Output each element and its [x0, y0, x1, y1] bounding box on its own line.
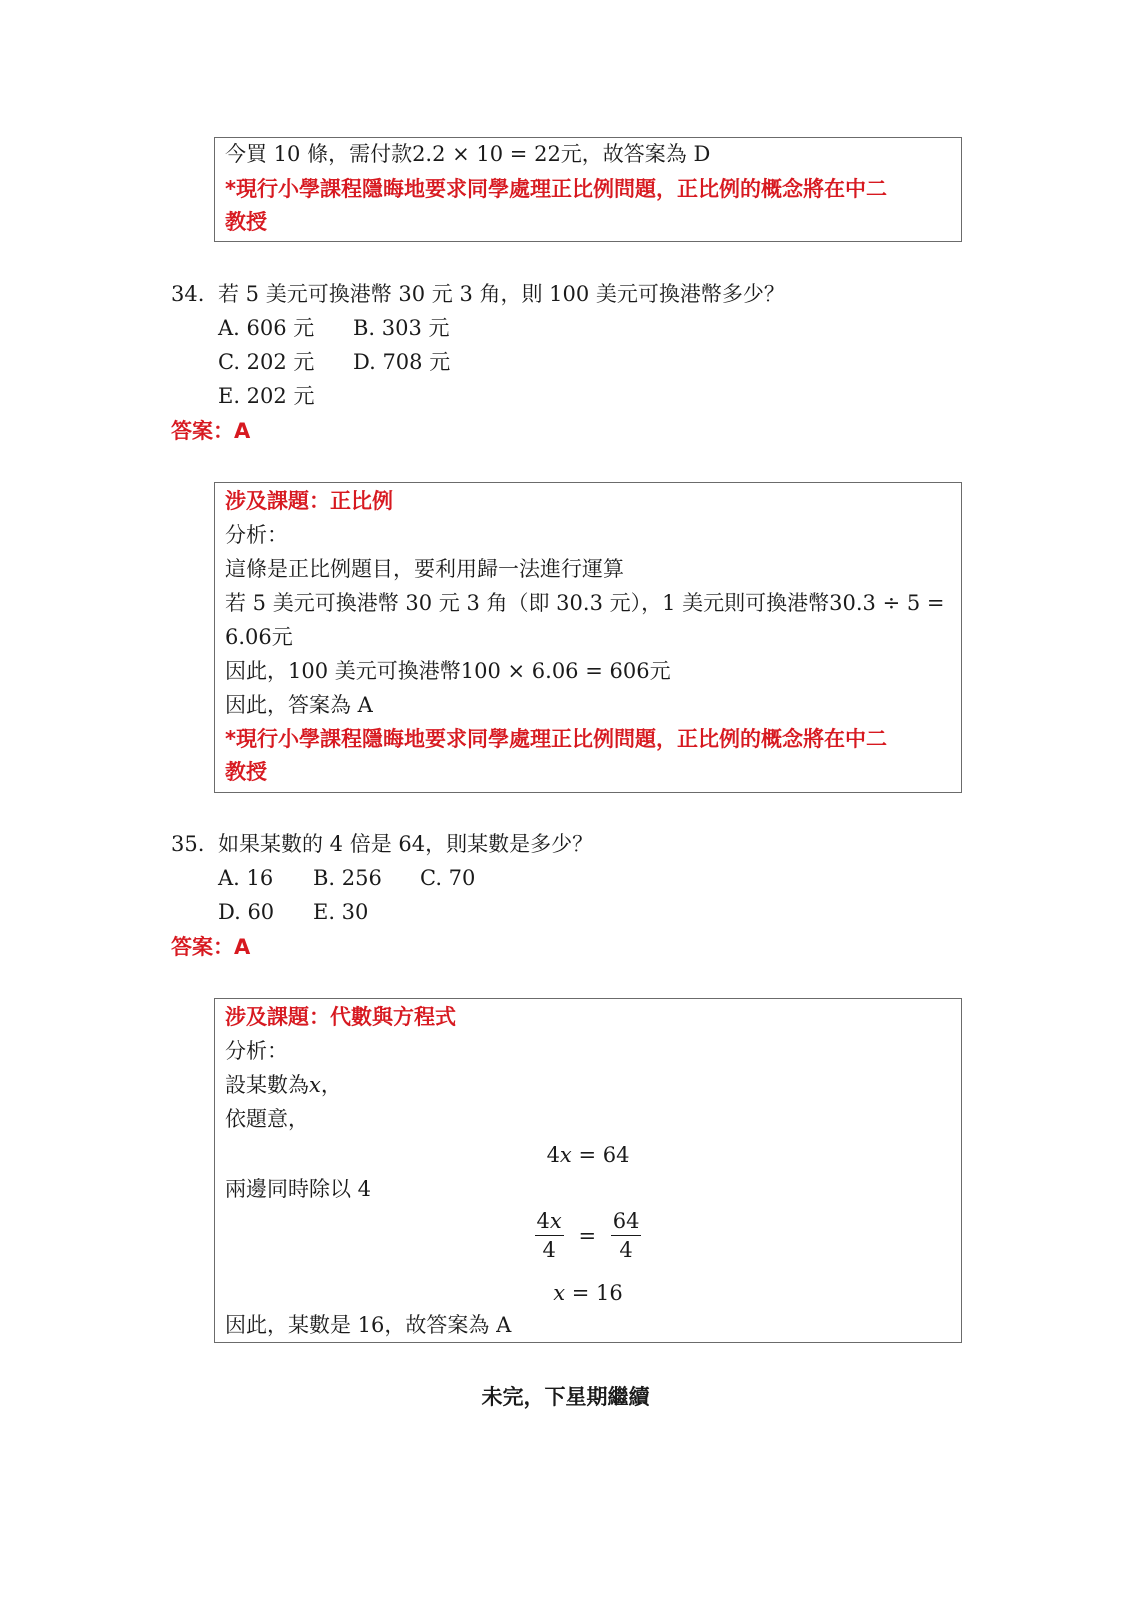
analysis-label: 分析： — [225, 1039, 288, 1063]
analysis-line: 設某數為𝑥， — [225, 1073, 342, 1097]
box-text-line: 今買 10 條，需付款2.2 × 10 = 22元，故答案為 D — [225, 142, 711, 166]
analysis-line: 若 5 美元可換港幣 30 元 3 角（即 30.3 元），1 美元則可換港幣30.3 ÷ 5 = — [225, 591, 945, 615]
continued-footer: 未完，下星期繼續 — [481, 1385, 650, 1409]
analysis-line: 依題意， — [225, 1107, 309, 1131]
curriculum-note: *現行小學課程隱晦地要求同學處理正比例問題，正比例的概念將在中二 — [225, 727, 887, 751]
analysis-box-q34 — [214, 482, 962, 793]
curriculum-note-cont: 教授 — [225, 760, 267, 784]
answer-label: 答案：A — [171, 419, 251, 443]
fraction-numerator: 64 — [611, 1211, 642, 1236]
option-b: B. 256 — [313, 866, 382, 890]
curriculum-note-cont: 教授 — [225, 210, 267, 234]
analysis-line: 因此，答案為 A — [225, 693, 373, 717]
fraction-left — [535, 1211, 564, 1261]
equals-sign: = — [578, 1223, 597, 1248]
question-number: 35. — [171, 832, 205, 856]
equation: 4𝑥 = 64 — [546, 1143, 630, 1167]
option-c: C. 70 — [420, 866, 476, 890]
analysis-line: 這條是正比例題目，要利用歸一法進行運算 — [225, 557, 624, 581]
option-e: E. 202 元 — [218, 384, 315, 408]
equation: 𝑥 = 16 — [553, 1281, 623, 1305]
analysis-label: 分析： — [225, 523, 288, 547]
topic-heading: 涉及課題：代數與方程式 — [225, 1005, 456, 1029]
fraction-denominator: 4 — [619, 1238, 633, 1262]
topic-heading: 涉及課題：正比例 — [225, 489, 393, 513]
analysis-line: 兩邊同時除以 4 — [225, 1177, 372, 1201]
option-a: A. 16 — [218, 866, 274, 890]
option-d: D. 60 — [218, 900, 275, 924]
analysis-line: 因此，某數是 16，故答案為 A — [225, 1313, 512, 1337]
answer-label: 答案：A — [171, 935, 251, 959]
fraction-numerator: 4𝑥 — [535, 1211, 564, 1236]
question-number: 34. — [171, 282, 205, 306]
fraction-equation — [215, 1211, 961, 1261]
analysis-line: 因此，100 美元可換港幣100 × 6.06 = 606元 — [225, 659, 671, 683]
option-a: A. 606 元 — [218, 316, 315, 340]
analysis-line: 6.06元 — [225, 625, 293, 649]
option-c: C. 202 元 — [218, 350, 315, 374]
curriculum-note: *現行小學課程隱晦地要求同學處理正比例問題，正比例的概念將在中二 — [225, 177, 887, 201]
option-b: B. 303 元 — [353, 316, 450, 340]
analysis-box-q33-continued — [214, 137, 962, 242]
question-text: 如果某數的 4 倍是 64，則某數是多少？ — [218, 832, 594, 856]
fraction-denominator: 4 — [542, 1238, 556, 1262]
option-e: E. 30 — [313, 900, 369, 924]
fraction-right — [611, 1211, 642, 1261]
question-text: 若 5 美元可換港幣 30 元 3 角，則 100 美元可換港幣多少？ — [218, 282, 785, 306]
option-d: D. 708 元 — [353, 350, 451, 374]
analysis-box-q35 — [214, 998, 962, 1343]
